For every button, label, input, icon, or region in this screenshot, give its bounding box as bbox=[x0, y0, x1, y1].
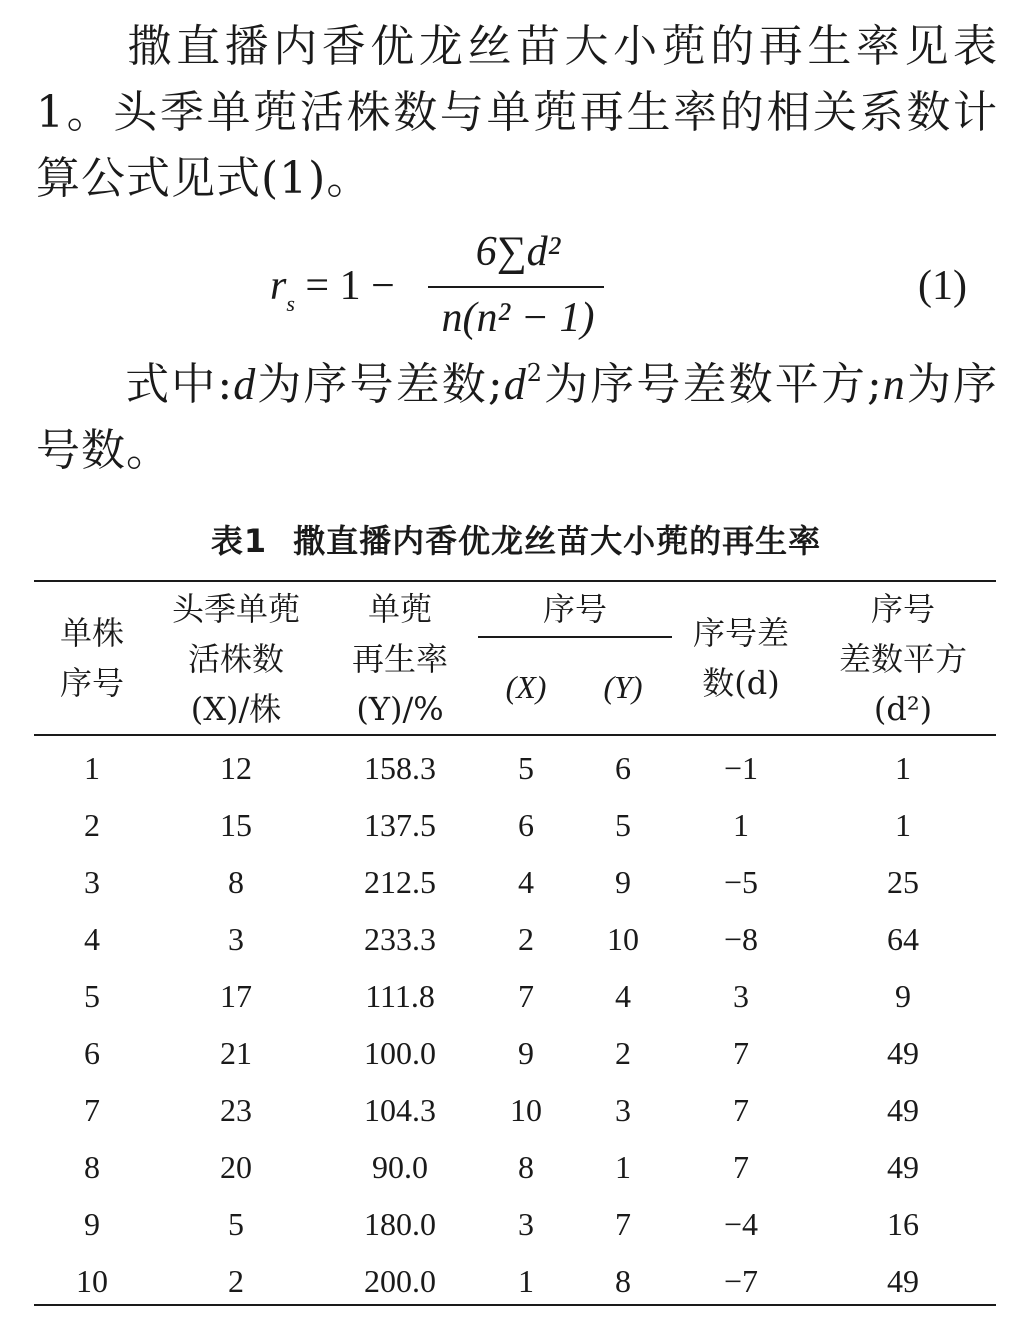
cell-diff-squared: 1 bbox=[895, 807, 911, 843]
cell-plant-no: 3 bbox=[84, 864, 100, 900]
cell-regen-rate: 137.5 bbox=[364, 807, 436, 843]
cell-plant-no: 1 bbox=[84, 750, 100, 786]
header-rank-y: (Y) bbox=[603, 669, 643, 705]
cell-regen-rate: 180.0 bbox=[364, 1206, 436, 1242]
table-header-rule bbox=[34, 734, 996, 736]
table-caption: 表1 撒直播内香优龙丝苗大小蔸的再生率 bbox=[210, 522, 822, 560]
cell-rank-y: 2 bbox=[615, 1035, 631, 1071]
cell-plant-no: 6 bbox=[84, 1035, 100, 1071]
cell-diff-squared: 49 bbox=[887, 1263, 919, 1299]
cell-rank-x: 7 bbox=[518, 978, 534, 1014]
header-regen-rate: 单蔸 再生率 (Y)/% bbox=[351, 590, 448, 728]
cell-diff-squared: 49 bbox=[887, 1035, 919, 1071]
equation-1 bbox=[0, 222, 1032, 352]
equation-numerator: 6∑d² bbox=[475, 229, 561, 275]
table-row bbox=[0, 797, 1032, 854]
cell-live-count: 12 bbox=[220, 750, 252, 786]
cell-rank-y: 10 bbox=[607, 921, 639, 957]
cell-diff-squared: 49 bbox=[887, 1092, 919, 1128]
cell-live-count: 23 bbox=[220, 1092, 252, 1128]
cell-diff-squared: 1 bbox=[895, 750, 911, 786]
cell-rank-y: 1 bbox=[615, 1149, 631, 1185]
equation-number: (1) bbox=[918, 263, 967, 309]
cell-diff-squared: 64 bbox=[887, 921, 919, 957]
cell-rank-y: 7 bbox=[615, 1206, 631, 1242]
table-row bbox=[0, 911, 1032, 968]
cell-rank-diff: 1 bbox=[733, 807, 749, 843]
cell-rank-x: 2 bbox=[518, 921, 534, 957]
table-top-rule bbox=[34, 580, 996, 582]
header-rank-x: (X) bbox=[505, 669, 547, 705]
cell-rank-y: 3 bbox=[615, 1092, 631, 1128]
table-row bbox=[0, 854, 1032, 911]
cell-plant-no: 2 bbox=[84, 807, 100, 843]
cell-live-count: 21 bbox=[220, 1035, 252, 1071]
cell-rank-y: 4 bbox=[615, 978, 631, 1014]
cell-diff-squared: 16 bbox=[887, 1206, 919, 1242]
cell-regen-rate: 104.3 bbox=[364, 1092, 436, 1128]
cell-rank-x: 10 bbox=[510, 1092, 542, 1128]
cell-plant-no: 4 bbox=[84, 921, 100, 957]
cell-rank-x: 1 bbox=[518, 1263, 534, 1299]
cell-rank-diff: −1 bbox=[723, 750, 759, 786]
cell-plant-no: 9 bbox=[84, 1206, 100, 1242]
cell-plant-no: 8 bbox=[84, 1149, 100, 1185]
cell-rank-diff: 7 bbox=[733, 1035, 749, 1071]
cell-rank-y: 5 bbox=[615, 807, 631, 843]
cell-regen-rate: 158.3 bbox=[364, 750, 436, 786]
cell-diff-squared: 49 bbox=[887, 1149, 919, 1185]
header-plant-no: 单株 序号 bbox=[59, 614, 124, 702]
cell-rank-x: 8 bbox=[518, 1149, 534, 1185]
cell-regen-rate: 100.0 bbox=[364, 1035, 436, 1071]
table-row bbox=[0, 968, 1032, 1025]
cell-regen-rate: 111.8 bbox=[365, 978, 435, 1014]
intro-paragraph bbox=[36, 14, 998, 212]
table-row bbox=[0, 1139, 1032, 1196]
table-group-rule bbox=[478, 636, 672, 638]
cell-live-count: 8 bbox=[228, 864, 244, 900]
cell-live-count: 15 bbox=[220, 807, 252, 843]
cell-rank-y: 9 bbox=[615, 864, 631, 900]
cell-rank-x: 5 bbox=[518, 750, 534, 786]
cell-live-count: 2 bbox=[228, 1263, 244, 1299]
cell-live-count: 3 bbox=[228, 921, 244, 957]
cell-rank-x: 3 bbox=[518, 1206, 534, 1242]
cell-rank-x: 4 bbox=[518, 864, 534, 900]
cell-rank-x: 9 bbox=[518, 1035, 534, 1071]
table-row bbox=[0, 1025, 1032, 1082]
table-row bbox=[0, 1253, 1032, 1310]
cell-rank-diff: −8 bbox=[723, 921, 759, 957]
definition-paragraph: 式中:d为序号差数$;d^2$为序号差数平方;n为序号数。 bbox=[36, 359, 999, 476]
intro-text: 撒直播内香优龙丝苗大小蔸的再生率见表1。头季单蔸活株数与单蔸再生率的相关系数计算公式见式(1)。 bbox=[36, 21, 998, 204]
cell-rank-diff: −7 bbox=[723, 1263, 759, 1299]
cell-rank-diff: 7 bbox=[733, 1092, 749, 1128]
cell-rank-diff: 3 bbox=[733, 978, 749, 1014]
cell-rank-x: 6 bbox=[518, 807, 534, 843]
cell-live-count: 17 bbox=[220, 978, 252, 1014]
cell-regen-rate: 212.5 bbox=[364, 864, 436, 900]
cell-diff-squared: 25 bbox=[887, 864, 919, 900]
table-body bbox=[0, 740, 1032, 1310]
table-row bbox=[0, 1196, 1032, 1253]
cell-regen-rate: 90.0 bbox=[372, 1149, 428, 1185]
cell-regen-rate: 200.0 bbox=[364, 1263, 436, 1299]
fraction-bar bbox=[428, 286, 604, 288]
equation-denominator: n(n² − 1) bbox=[441, 295, 595, 341]
cell-plant-no: 5 bbox=[84, 978, 100, 1014]
cell-diff-squared: 9 bbox=[895, 978, 911, 1014]
header-diff-squared: 序号 差数平方 (d²) bbox=[838, 590, 967, 728]
cell-rank-diff: −4 bbox=[723, 1206, 759, 1242]
cell-regen-rate: 233.3 bbox=[364, 921, 436, 957]
cell-rank-y: 8 bbox=[615, 1263, 631, 1299]
cell-live-count: 5 bbox=[228, 1206, 244, 1242]
table-row bbox=[0, 1082, 1032, 1139]
cell-plant-no: 7 bbox=[84, 1092, 100, 1128]
cell-rank-diff: −5 bbox=[723, 864, 759, 900]
header-rank-group: 序号 bbox=[542, 590, 607, 628]
header-live-count: 头季单蔸 活株数 (X)/株 bbox=[171, 590, 300, 728]
cell-rank-y: 6 bbox=[615, 750, 631, 786]
cell-plant-no: 10 bbox=[76, 1263, 108, 1299]
cell-live-count: 20 bbox=[220, 1149, 252, 1185]
table-row bbox=[0, 740, 1032, 797]
cell-rank-diff: 7 bbox=[733, 1149, 749, 1185]
equation-lhs: $r_s = 1$ − bbox=[270, 263, 395, 316]
header-rank-diff: 序号差 数(d) bbox=[692, 614, 789, 702]
